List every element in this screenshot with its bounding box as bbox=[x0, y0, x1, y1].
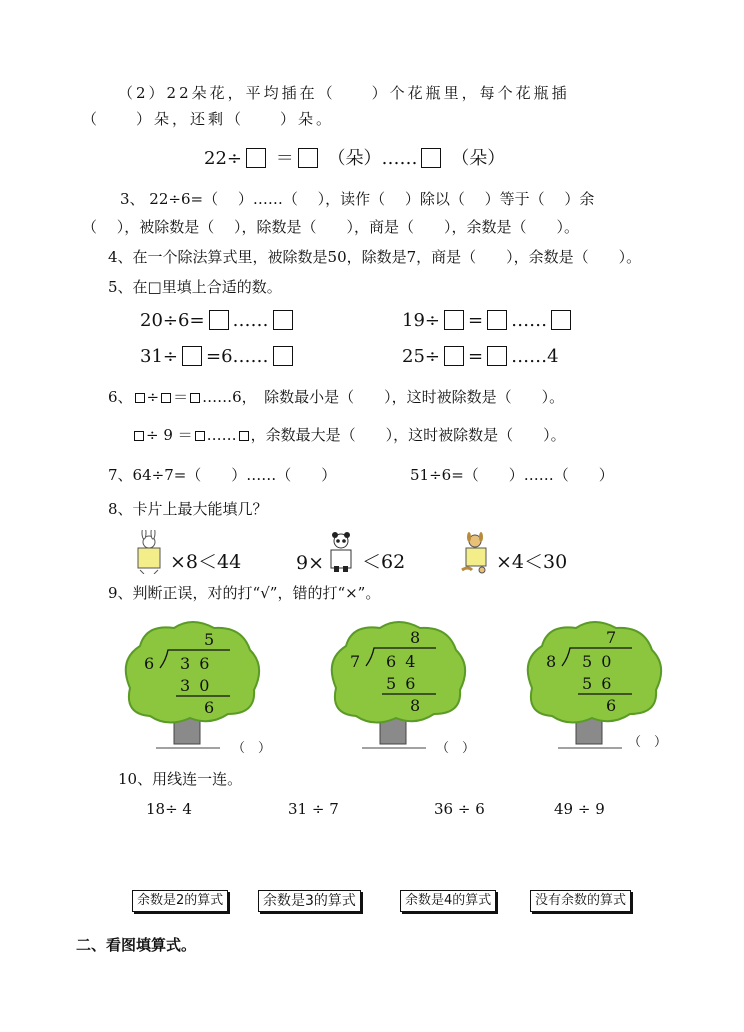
q2-eq-unit2: （朵） bbox=[451, 148, 506, 169]
remainder: 8 bbox=[410, 696, 421, 715]
product: 5 6 bbox=[386, 674, 418, 693]
q2-eq-start: 22÷ bbox=[204, 148, 242, 169]
q7-part-a: 7、64÷7=（ ）……（ ） bbox=[108, 466, 337, 484]
product: 5 6 bbox=[582, 674, 614, 693]
division-bracket bbox=[366, 648, 436, 666]
q5-r2b-tail: ……4 bbox=[511, 346, 559, 367]
q5-r2a-mid: =6…… bbox=[206, 346, 269, 367]
quotient: 7 bbox=[606, 628, 617, 647]
q3-line1: 3、 22÷6=（ ）……（ ），读作（ ）除以（ ）等于（ ）余 bbox=[120, 190, 595, 208]
q8-title: 8、卡片上最大能填几？ bbox=[108, 500, 268, 518]
q8-card3-expr: ×4＜30 bbox=[496, 551, 568, 573]
divisor: 8 bbox=[546, 652, 557, 671]
q10-expr-3[interactable]: 36 ÷ 6 bbox=[434, 800, 485, 818]
remainder-4-box[interactable]: 余数是4的算式 bbox=[400, 890, 496, 912]
q5-r2b-eq: = bbox=[468, 346, 484, 367]
q6-l2-dots: …… bbox=[206, 426, 237, 444]
q5-r1b-eq: = bbox=[468, 310, 484, 331]
q6-l2-div: ÷ 9 ＝ bbox=[146, 426, 193, 444]
dividend: 3 6 bbox=[180, 654, 212, 673]
dividend: 6 4 bbox=[386, 652, 418, 671]
q6-prefix: 6、 bbox=[108, 388, 133, 406]
q5-r1a-pre: 20÷6= bbox=[140, 310, 205, 331]
divisor: 6 bbox=[144, 654, 155, 673]
q5-r1b-dots: …… bbox=[511, 310, 548, 331]
remainder: 6 bbox=[204, 698, 215, 717]
q3-line2: （ ），被除数是（ ），除数是（ ），商是（ ），余数是（ ）。 bbox=[82, 218, 580, 236]
q10-title: 10、用线连一连。 bbox=[118, 770, 243, 788]
q9-title: 9、判断正误，对的打“√”，错的打“×”。 bbox=[108, 584, 381, 602]
no-remainder-box[interactable]: 没有余数的算式 bbox=[530, 890, 631, 912]
quotient: 5 bbox=[204, 630, 215, 649]
q2-line1: （2）22朵花，平均插在（ ）个花瓶里，每个花瓶插 bbox=[118, 84, 570, 102]
division-bracket bbox=[160, 650, 230, 668]
q5-r1a-dots: …… bbox=[232, 310, 269, 331]
q5-r2a-pre: 31÷ bbox=[140, 346, 178, 367]
q8-card2-pre: 9× bbox=[296, 552, 325, 574]
product: 3 0 bbox=[180, 676, 212, 695]
q2-line2: （ ）朵，还剩（ ）朵。 bbox=[82, 110, 335, 128]
section2-title: 二、看图填算式。 bbox=[76, 936, 197, 954]
dividend: 5 0 bbox=[582, 652, 614, 671]
tree3-answer-blank[interactable]: （ ） bbox=[628, 735, 668, 750]
tree2-answer-blank[interactable]: （ ） bbox=[436, 741, 476, 756]
q10-expr-2[interactable]: 31 ÷ 7 bbox=[288, 800, 339, 818]
q5-r1b-pre: 19÷ bbox=[402, 310, 440, 331]
tree1-answer-blank[interactable]: （ ） bbox=[232, 741, 272, 756]
q6-l2-tail: ，余数最大是（ ），这时被除数是（ ）。 bbox=[250, 426, 566, 444]
remainder-3-box[interactable]: 余数是3的算式 bbox=[258, 890, 361, 912]
q6-l1-div: ÷ bbox=[146, 388, 160, 406]
division-bracket bbox=[562, 648, 632, 666]
q5-title: 5、在□里填上合适的数。 bbox=[108, 278, 282, 296]
q2-eq-unit1: （朵）…… bbox=[327, 148, 418, 169]
q6-l1-eq: ＝ bbox=[173, 388, 189, 406]
q2-eq-equals: ＝ bbox=[275, 148, 294, 169]
quotient: 8 bbox=[410, 628, 421, 647]
q10-expr-1[interactable]: 18÷ 4 bbox=[146, 800, 192, 818]
q8-card2-post: ＜62 bbox=[362, 551, 406, 573]
q4-text: 4、在一个除法算式里，被除数是50，除数是7，商是（ ），余数是（ ）。 bbox=[108, 248, 642, 266]
q5-r2b-pre: 25÷ bbox=[402, 346, 440, 367]
q7-part-b: 51÷6=（ ）……（ ） bbox=[410, 466, 614, 484]
remainder: 6 bbox=[606, 696, 617, 715]
q10-expr-4[interactable]: 49 ÷ 9 bbox=[554, 800, 605, 818]
q8-card1-expr: ×8＜44 bbox=[170, 551, 242, 573]
q6-l1-tail: ……6， 除数最小是（ ），这时被除数是（ ）。 bbox=[202, 388, 565, 406]
remainder-2-box[interactable]: 余数是2的算式 bbox=[132, 890, 228, 912]
divisor: 7 bbox=[350, 652, 361, 671]
